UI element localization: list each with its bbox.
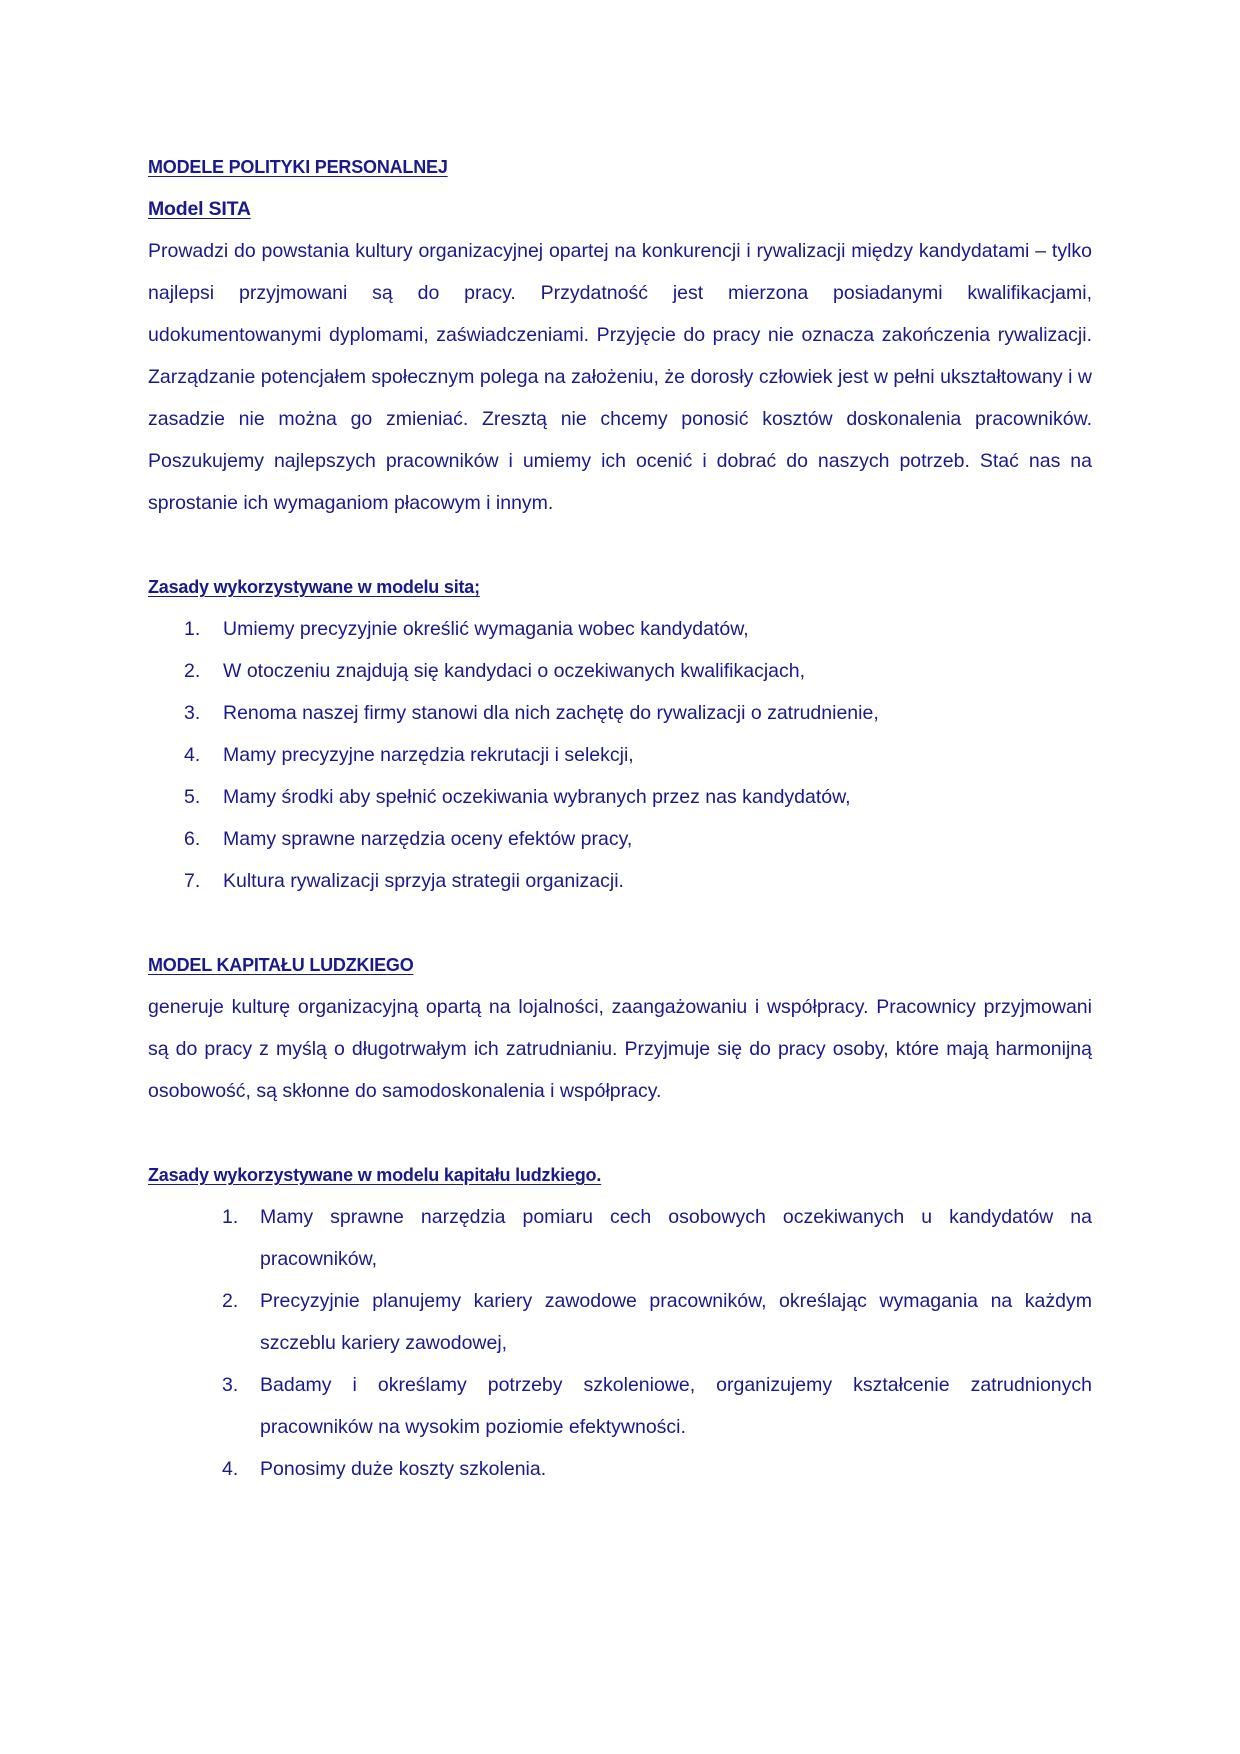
list-item-text: Mamy precyzyjne narzędzia rekrutacji i selekcji,	[223, 744, 634, 766]
list-item-text: Mamy środki aby spełnić oczekiwania wybranych przez nas kandydatów,	[223, 786, 851, 808]
list-item-number: 2.	[222, 1290, 239, 1312]
section-paragraph-kapital: generuje kulturę organizacyjną opartą na lojalności, zaangażowaniu i współpracy. Pracownicy przyjmowani są do pracy z myślą o długotrwałym ich zatrudnianiu. Przyjmuje się do pracy osoby, które mają harmonijną osobowość, są skłonne do samodoskonalenia i współpracy.	[148, 996, 1092, 1102]
list-item-text: Precyzyjnie planujemy kariery zawodowe pracowników, określając wymagania na każdym szczeblu kariery zawodowej,	[260, 1290, 1092, 1354]
section-heading-sita: Model SITA	[148, 198, 251, 220]
rules-heading-kapital: Zasady wykorzystywane w modelu kapitału ludzkiego.	[148, 1165, 602, 1185]
list-item-number: 6.	[184, 828, 201, 850]
list-item	[148, 860, 1092, 902]
spacer	[148, 1112, 1092, 1154]
list-item-number: 3.	[222, 1374, 239, 1396]
rules-heading-sita: Zasady wykorzystywane w modelu sita;	[148, 577, 480, 597]
section-paragraph-sita: Prowadzi do powstania kultury organizacyjnej opartej na konkurencji i rywalizacji między kandydatami – tylko najlepsi przyjmowani są do pracy. Przydatność jest mierzona posiadanymi kwalifikacjami, udokumentowanymi dyplomami, zaświadczeniami. Przyjęcie do pracy nie oznacza zakończenia rywalizacji. Zarządzanie potencjałem społecznym polega na założeniu, że dorosły człowiek jest w pełni ukształtowany i w zasadzie nie można go zmieniać. Zresztą nie chcemy ponosić kosztów doskonalenia pracowników. Poszukujemy najlepszych pracowników i umiemy ich ocenić i dobrać do naszych potrzeb. Stać nas na sprostanie ich wymaganiom płacowym i innym.	[148, 240, 1092, 514]
list-item	[148, 608, 1092, 650]
list-item-number: 7.	[184, 870, 201, 892]
list-item-text: Umiemy precyzyjnie określić wymagania wobec kandydatów,	[223, 618, 749, 640]
list-item-text: Ponosimy duże koszty szkolenia.	[260, 1458, 547, 1480]
list-item-number: 4.	[222, 1458, 239, 1480]
rules-list-kapital	[148, 1196, 1092, 1490]
list-item	[148, 776, 1092, 818]
list-item	[148, 692, 1092, 734]
list-item-text: Renoma naszej firmy stanowi dla nich zachętę do rywalizacji o zatrudnienie,	[223, 702, 879, 724]
list-item-text: Mamy sprawne narzędzia pomiaru cech osobowych oczekiwanych u kandydatów na pracowników,	[260, 1206, 1092, 1270]
spacer	[148, 902, 1092, 944]
list-item	[148, 1364, 1092, 1448]
list-item	[148, 734, 1092, 776]
spacer	[148, 524, 1092, 566]
list-item	[148, 650, 1092, 692]
list-item-number: 2.	[184, 660, 201, 682]
list-item	[148, 818, 1092, 860]
list-item-number: 5.	[184, 786, 201, 808]
list-item	[148, 1280, 1092, 1364]
list-item	[148, 1196, 1092, 1280]
list-item-text: Mamy sprawne narzędzia oceny efektów pracy,	[223, 828, 633, 850]
list-item-text: Badamy i określamy potrzeby szkoleniowe, organizujemy kształcenie zatrudnionych pracowników na wysokim poziomie efektywności.	[260, 1374, 1092, 1438]
document-page	[148, 146, 1092, 1490]
list-item-number: 3.	[184, 702, 201, 724]
document-title: MODELE POLITYKI PERSONALNEJ	[148, 157, 448, 177]
list-item-number: 4.	[184, 744, 201, 766]
list-item	[148, 1448, 1092, 1490]
list-item-text: W otoczeniu znajdują się kandydaci o oczekiwanych kwalifikacjach,	[223, 660, 806, 682]
list-item-text: Kultura rywalizacji sprzyja strategii organizacji.	[223, 870, 624, 892]
list-item-number: 1.	[222, 1206, 239, 1228]
section-heading-kapital: MODEL KAPITAŁU LUDZKIEGO	[148, 955, 414, 975]
list-item-number: 1.	[184, 618, 201, 640]
rules-list-sita	[148, 608, 1092, 902]
